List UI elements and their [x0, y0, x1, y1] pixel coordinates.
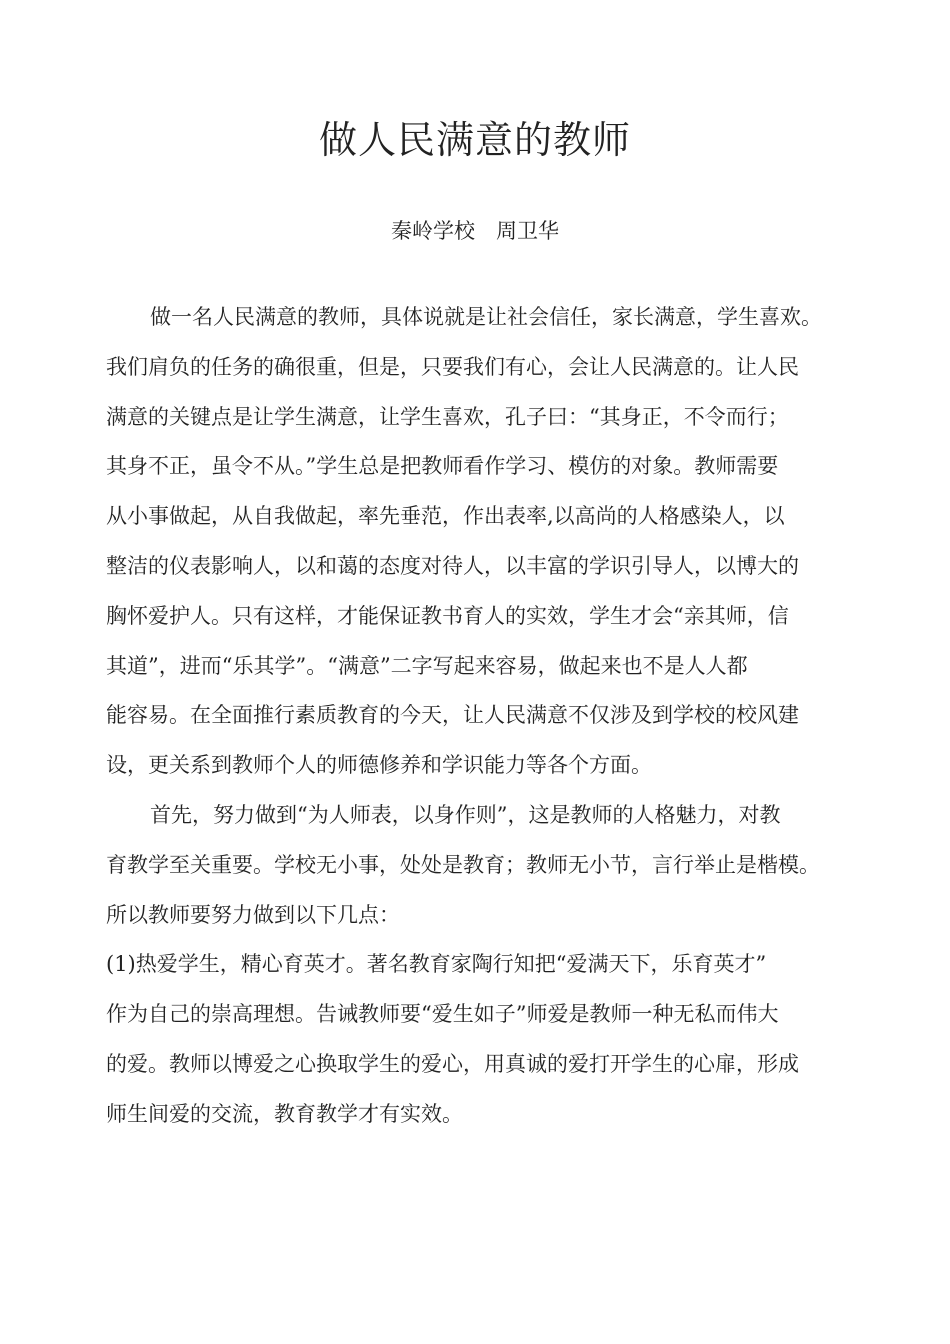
body-line: 做一名人民满意的教师，具体说就是让社会信任，家长满意，学生喜欢。: [150, 305, 822, 329]
body-line: 设，更关系到教师个人的师德修养和学识能力等各个方面。: [106, 753, 652, 778]
body-line: 胸怀爱护人。只有这样，才能保证教书育人的实效，学生才会“亲其师，信: [106, 603, 789, 628]
body-line: 首先，努力做到“为人师表，以身作则”，这是教师的人格魅力，对教: [150, 802, 781, 827]
body-line: 其身不正，虽令不从。”学生总是把教师看作学习、模仿的对象。教师需要: [106, 454, 779, 479]
body-line: 其道”，进而“乐其学”。“满意”二字写起来容易，做起来也不是人人都: [106, 653, 748, 678]
body-line: (1)热爱学生，精心育英才。著名教育家陶行知把“爱满天下，乐育英才”: [106, 952, 767, 977]
body-line: 满意的关键点是让学生满意，让学生喜欢，孔子曰：“其身正，不令而行；: [106, 404, 789, 429]
body-line: 的爱。教师以博爱之心换取学生的爱心，用真诚的爱打开学生的心扉，形成: [106, 1051, 799, 1076]
body-line: 作为自己的崇高理想。告诫教师要“爱生如子”师爱是教师一种无私而伟大: [106, 1002, 779, 1027]
body-line: 整洁的仪表影响人，以和蔼的态度对待人，以丰富的学识引导人，以博大的: [106, 553, 799, 578]
document-title: 做人民满意的教师: [318, 118, 631, 162]
body-line: 能容易。在全面推行素质教育的今天，让人民满意不仅涉及到学校的校风建: [106, 703, 799, 728]
document-body: [106, 293, 866, 1140]
body-line: 师生间爱的交流，教育教学才有实效。: [106, 1101, 463, 1126]
document-author: 秦岭学校 周卫华: [391, 219, 559, 243]
body-line: 育教学至关重要。学校无小事，处处是教育；教师无小节，言行举止是楷模。: [106, 852, 820, 877]
body-line: 我们肩负的任务的确很重，但是，只要我们有心，会让人民满意的。让人民: [106, 354, 799, 379]
body-line: 从小事做起，从自我做起，率先垂范，作出表率,以高尚的人格感染人，以: [106, 504, 785, 529]
body-line: 所以教师要努力做到以下几点：: [106, 902, 400, 927]
